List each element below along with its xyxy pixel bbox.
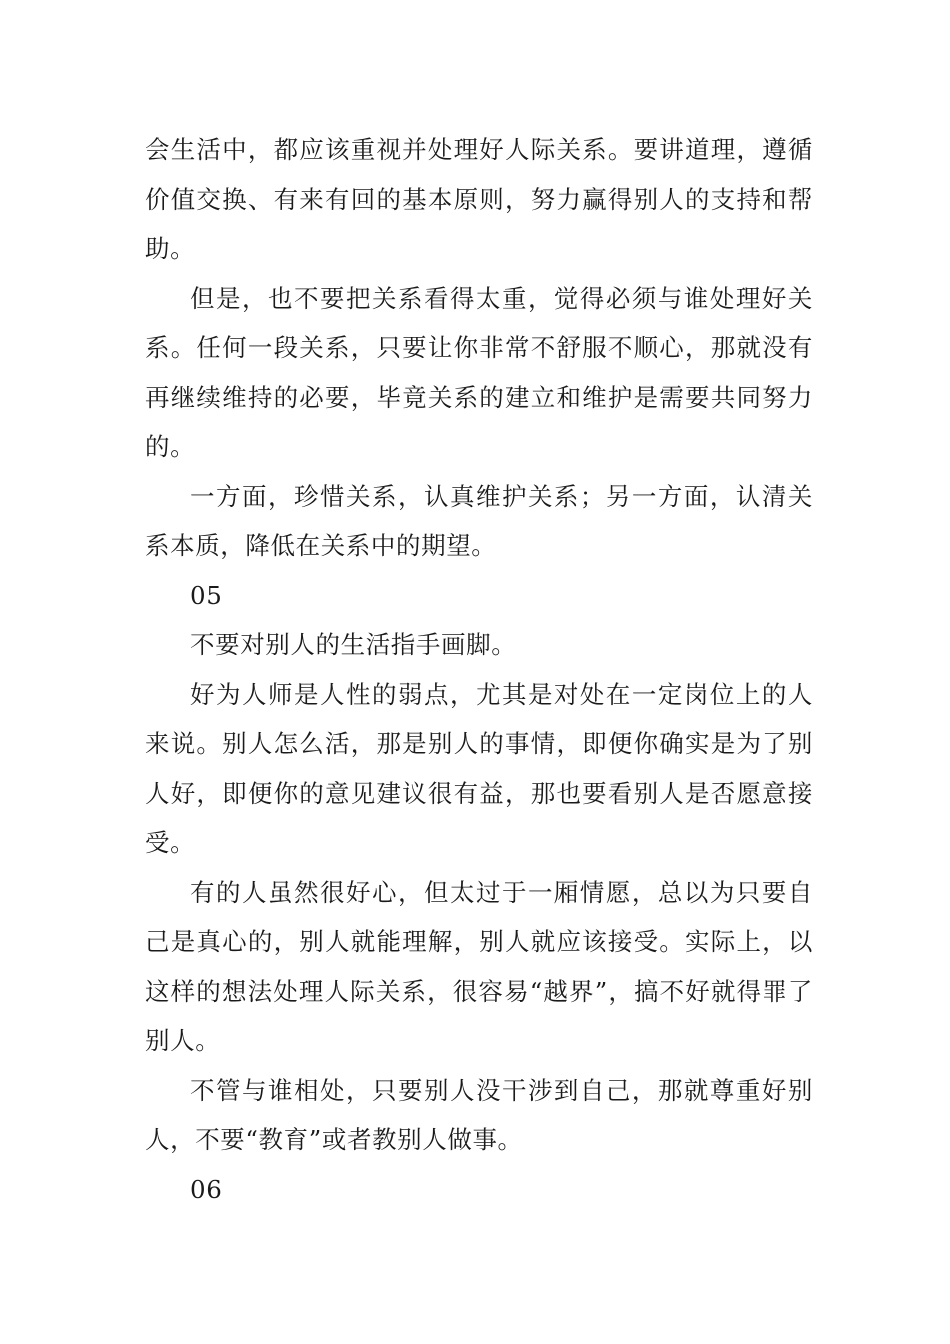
paragraph-wishful-thinking: 有的人虽然很好心，但太过于一厢情愿，总以为只要自己是真心的，别人就能理解，别人就应该接受。实际上，以这样的想法处理人际关系，很容易“越界”，搞不好就得罪了别人。 [145, 877, 813, 1055]
section-heading-no-interference: 不要对别人的生活指手画脚。 [190, 630, 517, 659]
paragraph-relationship-principles: 会生活中，都应该重视并处理好人际关系。要讲道理，遵循价值交换、有来有回的基本原则，努力赢得别人的支持和帮助。 [145, 135, 813, 263]
paragraph-relationship-balance: 一方面，珍惜关系，认真维护关系；另一方面，认清关系本质，降低在关系中的期望。 [145, 481, 813, 560]
section-number-05: 05 [190, 580, 223, 610]
paragraph-relationship-not-too-heavy: 但是，也不要把关系看得太重，觉得必须与谁处理好关系。任何一段关系，只要让你非常不舒服不顺心，那就没有再继续维持的必要，毕竟关系的建立和维护是需要共同努力的。 [145, 283, 813, 461]
document-body [145, 125, 813, 1214]
section-number-06: 06 [190, 1174, 223, 1204]
paragraph-respect-others: 不管与谁相处，只要别人没干涉到自己，那就尊重好别人，不要“教育”或者教别人做事。 [145, 1075, 813, 1154]
paragraph-lecturing-weakness: 好为人师是人性的弱点，尤其是对处在一定岗位上的人来说。别人怎么活，那是别人的事情，即便你确实是为了别人好，即便你的意见建议很有益，那也要看别人是否愿意接受。 [145, 679, 813, 857]
